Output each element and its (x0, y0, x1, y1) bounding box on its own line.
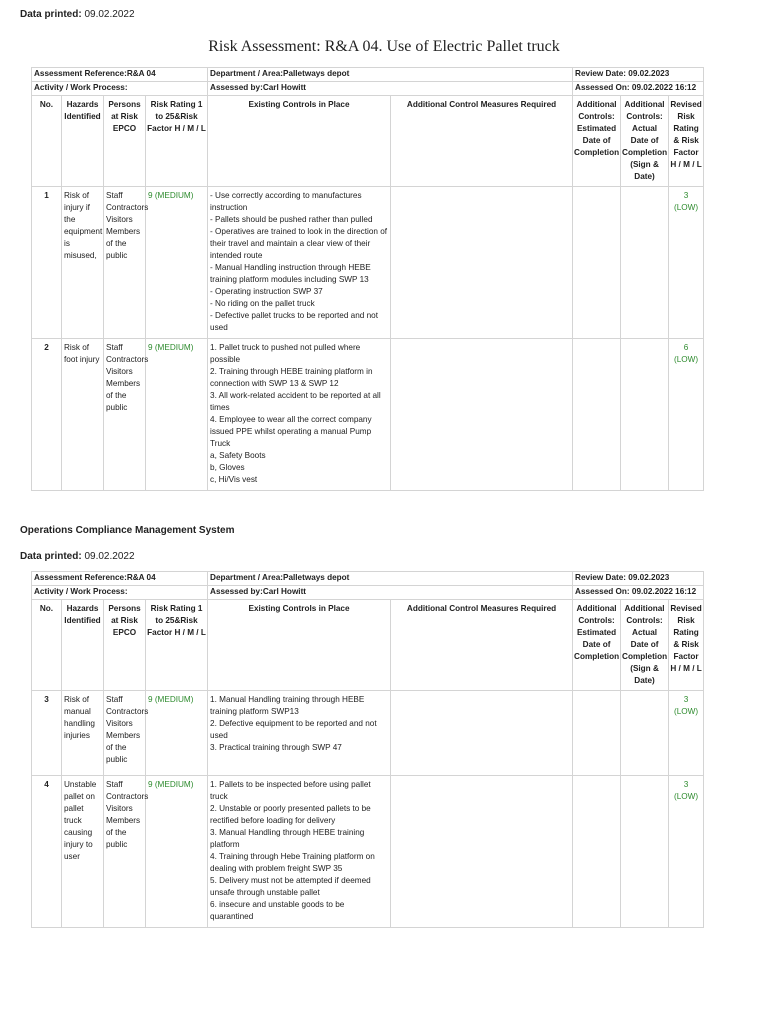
table-row (32, 691, 704, 776)
col-header-no: No. (32, 96, 62, 187)
col-header-hazards: Hazards Identified (62, 96, 104, 187)
control-line: 4. Training through Hebe Training platform on dealing with problem freight SWP 35 (210, 852, 375, 873)
row-actual-date (621, 691, 669, 776)
assessment-reference: Assessment Reference:R&A 04 (32, 68, 208, 82)
control-line: c, Hi/Vis vest (210, 475, 258, 484)
col-header-revised-rating: Revised Risk Rating & Risk Factor H / M / L (669, 96, 704, 187)
row-number: 2 (32, 339, 62, 491)
assessed-on: Assessed On: 09.02.2022 16:12 (573, 82, 704, 96)
row-existing-controls (208, 776, 391, 928)
page-title: Risk Assessment: R&A 04. Use of Electric Pallet truck (208, 38, 560, 55)
data-printed-value: 09.02.2022 (84, 551, 135, 562)
review-date: Review Date: 09.02.2023 (573, 572, 704, 586)
control-line: 4. Employee to wear all the correct company issued PPE whilst operating a manual Pump Truck (210, 415, 372, 448)
row-risk-rating: 9 (MEDIUM) (146, 691, 208, 776)
control-line: - Operatives are trained to look in the direction of their travel and maintain a clear view of their intended route (210, 227, 388, 260)
row-number: 4 (32, 776, 62, 928)
control-line: 2. Unstable or poorly presented pallets to be rectified before loading for delivery (210, 804, 371, 825)
row-estimated-date (573, 691, 621, 776)
col-header-rating: Risk Rating 1 to 25&Risk Factor H / M / L (146, 96, 208, 187)
row-hazard: Risk of injury if the equipment is misused, (62, 187, 104, 339)
col-header-existing-controls: Existing Controls in Place (208, 600, 391, 691)
review-date: Review Date: 09.02.2023 (573, 68, 704, 82)
data-printed-value: 09.02.2022 (84, 9, 135, 20)
row-hazard: Risk of manual handling injuries (62, 691, 104, 776)
table-row (32, 776, 704, 928)
control-line: 2. Defective equipment to be reported and not used (210, 719, 377, 740)
row-estimated-date (573, 339, 621, 491)
row-revised-rating: 3 (LOW) (669, 691, 704, 776)
row-actual-date (621, 187, 669, 339)
row-persons: Staff Contractors Visitors Members of the public (104, 776, 146, 928)
row-persons: Staff Contractors Visitors Members of the public (104, 339, 146, 491)
row-hazard: Unstable pallet on pallet truck causing injury to user (62, 776, 104, 928)
table-row (32, 187, 704, 339)
row-additional-controls (391, 339, 573, 491)
col-header-no: No. (32, 600, 62, 691)
row-risk-rating: 9 (MEDIUM) (146, 339, 208, 491)
row-risk-rating: 9 (MEDIUM) (146, 776, 208, 928)
activity-work-process: Activity / Work Process: (32, 586, 208, 600)
row-hazard: Risk of foot injury (62, 339, 104, 491)
row-additional-controls (391, 776, 573, 928)
col-header-estimated-date: Additional Controls: Estimated Date of Completion (573, 600, 621, 691)
row-revised-rating: 3 (LOW) (669, 187, 704, 339)
row-persons: Staff Contractors Visitors Members of the public (104, 691, 146, 776)
control-line: - Operating instruction SWP 37 (210, 287, 323, 296)
row-actual-date (621, 776, 669, 928)
col-header-additional-controls: Additional Control Measures Required (391, 96, 573, 187)
activity-work-process: Activity / Work Process: (32, 82, 208, 96)
row-number: 3 (32, 691, 62, 776)
control-line: - Manual Handling instruction through HEBE training platform modules including SWP 13 (210, 263, 371, 284)
col-header-persons: Persons at Risk EPCO (104, 96, 146, 187)
row-existing-controls (208, 187, 391, 339)
control-line: 3. Practical training through SWP 47 (210, 743, 342, 752)
col-header-actual-date: Additional Controls: Actual Date of Completion (Sign & Date) (621, 96, 669, 187)
row-existing-controls (208, 691, 391, 776)
col-header-estimated-date: Additional Controls: Estimated Date of Completion (573, 96, 621, 187)
risk-assessment-table-1 (31, 67, 704, 491)
table-row (32, 339, 704, 491)
row-revised-rating: 3 (LOW) (669, 776, 704, 928)
section-title: Operations Compliance Management System (20, 525, 235, 536)
row-existing-controls (208, 339, 391, 491)
control-line: 5. Delivery must not be attempted if deemed unsafe through unstable pallet (210, 876, 371, 897)
col-header-existing-controls: Existing Controls in Place (208, 96, 391, 187)
data-printed-label: Data printed: (20, 551, 82, 562)
row-additional-controls (391, 187, 573, 339)
assessed-by: Assessed by:Carl Howitt (208, 82, 573, 96)
control-line: 1. Pallets to be inspected before using pallet truck (210, 780, 371, 801)
data-printed (20, 551, 135, 562)
control-line: 6. insecure and unstable goods to be quarantined (210, 900, 345, 921)
assessment-reference: Assessment Reference:R&A 04 (32, 572, 208, 586)
department-area: Department / Area:Palletways depot (208, 68, 573, 82)
control-line: - No riding on the pallet truck (210, 299, 315, 308)
row-persons: Staff Contractors Visitors Members of the public (104, 187, 146, 339)
row-estimated-date (573, 187, 621, 339)
control-line: 3. All work-related accident to be reported at all times (210, 391, 381, 412)
row-risk-rating: 9 (MEDIUM) (146, 187, 208, 339)
assessed-on: Assessed On: 09.02.2022 16:12 (573, 586, 704, 600)
row-revised-rating: 6 (LOW) (669, 339, 704, 491)
col-header-rating: Risk Rating 1 to 25&Risk Factor H / M / L (146, 600, 208, 691)
department-area: Department / Area:Palletways depot (208, 572, 573, 586)
control-line: 1. Pallet truck to pushed not pulled where possible (210, 343, 361, 364)
col-header-persons: Persons at Risk EPCO (104, 600, 146, 691)
col-header-hazards: Hazards Identified (62, 600, 104, 691)
control-line: 2. Training through HEBE training platform in connection with SWP 13 & SWP 12 (210, 367, 373, 388)
data-printed-label: Data printed: (20, 9, 82, 20)
col-header-revised-rating: Revised Risk Rating & Risk Factor H / M / L (669, 600, 704, 691)
control-line: 3. Manual Handling through HEBE training platform (210, 828, 365, 849)
control-line: a, Safety Boots (210, 451, 266, 460)
risk-assessment-table-2 (31, 571, 704, 928)
row-additional-controls (391, 691, 573, 776)
col-header-additional-controls: Additional Control Measures Required (391, 600, 573, 691)
control-line: - Pallets should be pushed rather than pulled (210, 215, 373, 224)
data-printed (20, 9, 135, 20)
control-line: 1. Manual Handling training through HEBE training platform SWP13 (210, 695, 365, 716)
control-line: b, Gloves (210, 463, 245, 472)
control-line: - Defective pallet trucks to be reported and not used (210, 311, 378, 332)
assessed-by: Assessed by:Carl Howitt (208, 586, 573, 600)
row-actual-date (621, 339, 669, 491)
row-estimated-date (573, 776, 621, 928)
control-line: - Use correctly according to manufactures instruction (210, 191, 362, 212)
col-header-actual-date: Additional Controls: Actual Date of Completion (Sign & Date) (621, 600, 669, 691)
row-number: 1 (32, 187, 62, 339)
